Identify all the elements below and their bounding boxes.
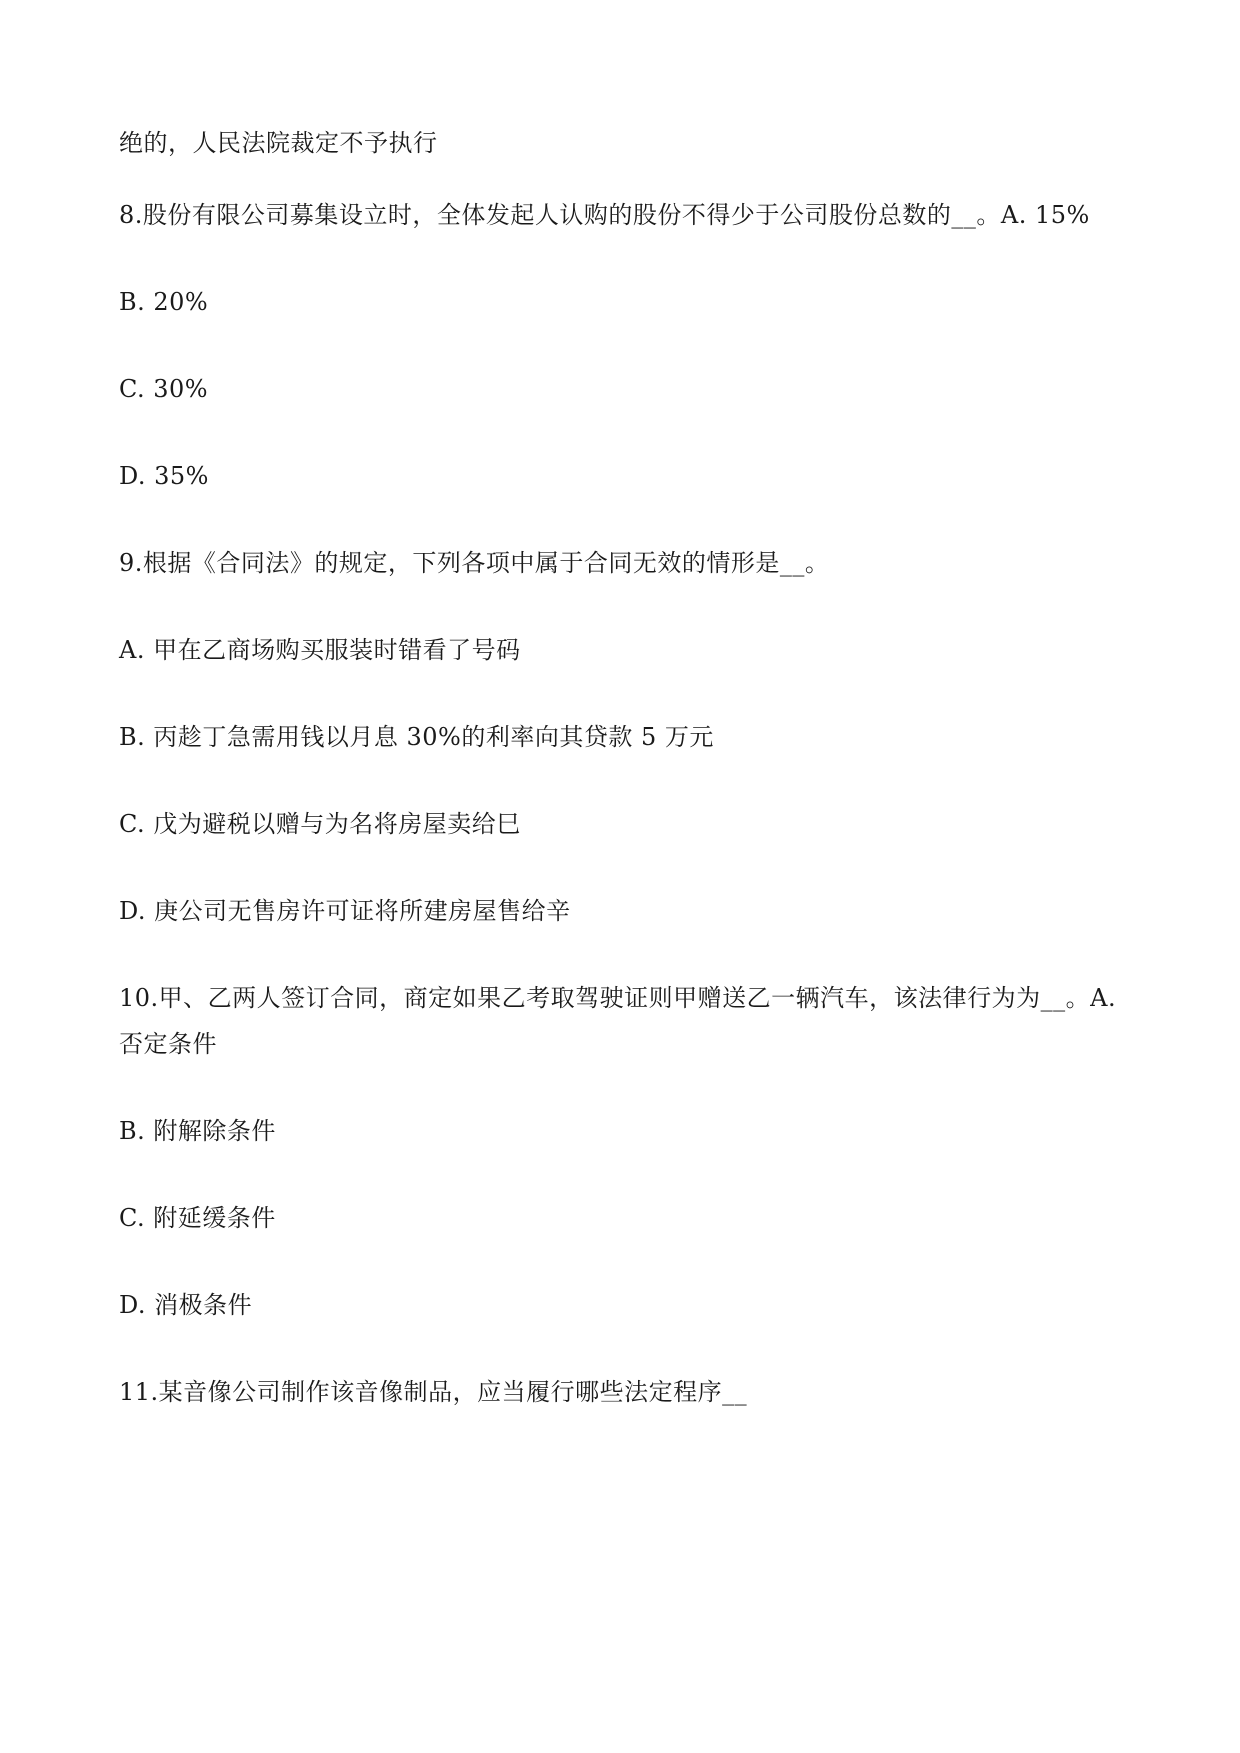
question-9-option-a: A. 甲在乙商场购买服装时错看了号码 bbox=[119, 636, 521, 664]
question-9-option-b: B. 丙趁丁急需用钱以月息 30%的利率向其贷款 5 万元 bbox=[119, 723, 714, 751]
question-9-option-d: D. 庚公司无售房许可证将所建房屋售给辛 bbox=[119, 897, 571, 925]
continuation-text: 绝的，人民法院裁定不予执行 bbox=[119, 129, 438, 157]
question-8-option-d: D. 35% bbox=[119, 462, 209, 490]
question-8-option-c: C. 30% bbox=[119, 375, 209, 403]
question-8: 8.股份有限公司募集设立时，全体发起人认购的股份不得少于公司股份总数的__。A. 15% bbox=[119, 201, 1090, 229]
question-9: 9.根据《合同法》的规定，下列各项中属于合同无效的情形是__。 bbox=[119, 549, 830, 577]
question-10-option-b: B. 附解除条件 bbox=[119, 1117, 276, 1145]
question-8-option-b: B. 20% bbox=[119, 288, 209, 316]
question-9-option-c: C. 戊为避税以赠与为名将房屋卖给巳 bbox=[119, 810, 521, 838]
question-10-option-c: C. 附延缓条件 bbox=[119, 1204, 276, 1232]
question-10-option-d: D. 消极条件 bbox=[119, 1291, 253, 1319]
question-10: 10.甲、乙两人签订合同，商定如果乙考取驾驶证则甲赠送乙一辆汽车，该法律行为为__。A. 否定条件 bbox=[119, 984, 1125, 1058]
question-11: 11.某音像公司制作该音像制品，应当履行哪些法定程序__ bbox=[119, 1378, 748, 1406]
